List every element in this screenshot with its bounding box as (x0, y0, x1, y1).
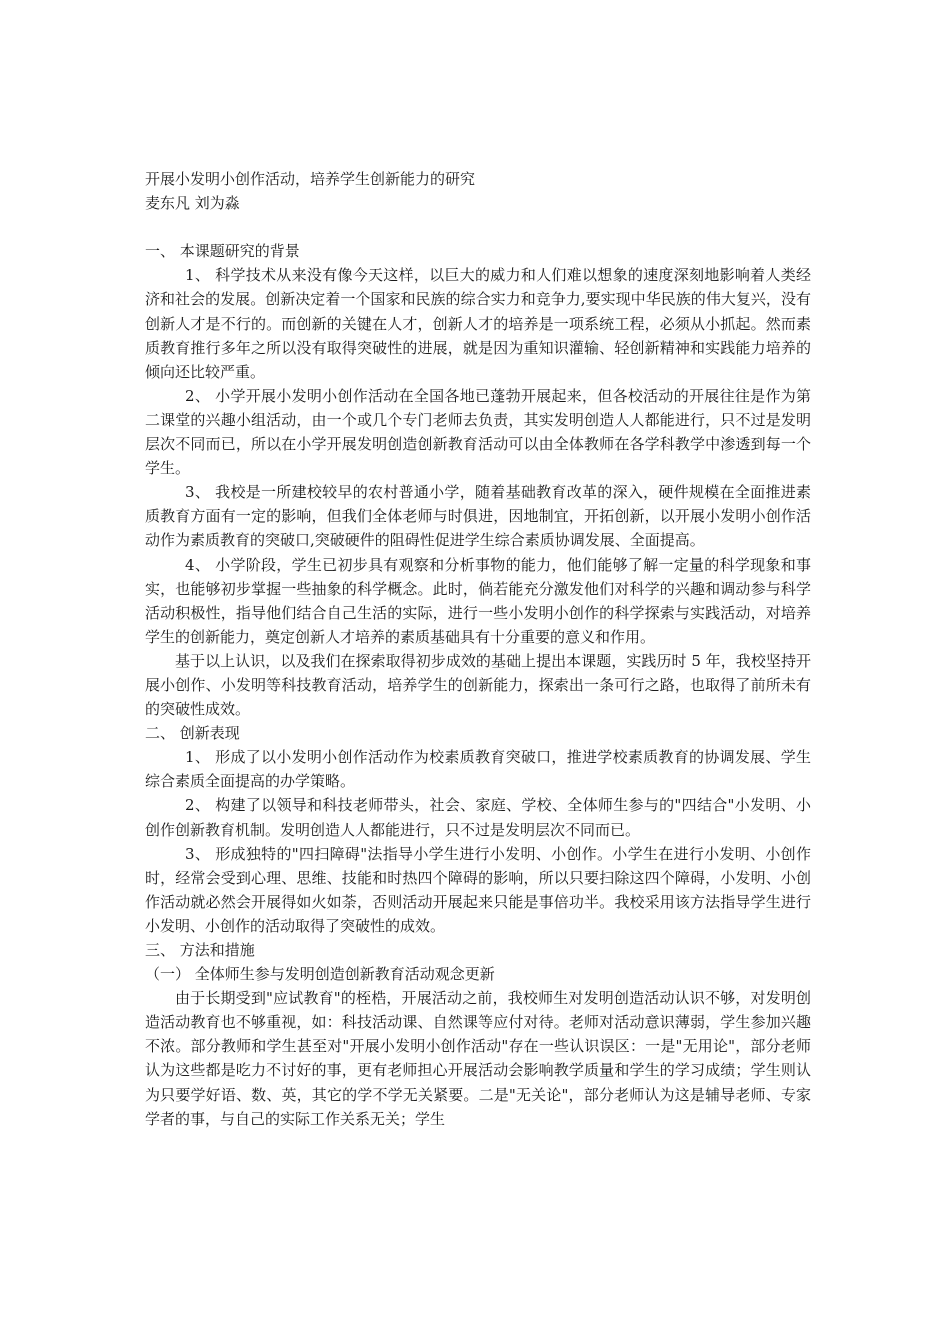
section-heading-innovation: 二、 创新表现 (145, 724, 240, 743)
paragraph: 2、 构建了以领导和科技老师带头，社会、家庭、学校、全体师生参与的"四结合"小发明、小创作创新教育机制。发明创造人人都能进行，只不过是发明层次不同而已。 (145, 796, 811, 839)
paragraph: 3、 我校是一所建校较早的农村普通小学，随着基础教育改革的深入，硬件规模在全面推进素质教育方面有一定的影响，但我们全体老师与时俱进，因地制宜，开拓创新，以开展小发明小创作活动作为素质教育的突破口,突破硬件的阻碍性促进学生综合素质协调发展、全面提高。 (145, 483, 811, 550)
paragraph: 基于以上认识，以及我们在探索取得初步成效的基础上提出本课题，实践历时 5 年，我校坚持开展小创作、小发明等科技教育活动，培养学生的创新能力，探索出一条可行之路，也取得了前所未有的突破性成效。 (145, 651, 811, 719)
document-page (145, 167, 811, 1131)
section-heading-methods: 三、 方法和措施 (145, 941, 255, 959)
paragraph: 3、 形成独特的"四扫障碍"法指导小学生进行小发明、小创作。小学生在进行小发明、小创作时，经常会受到心理、思维、技能和时热四个障碍的影响，所以只要扫除这四个障碍，小发明、小创作活动就必然会开展得如火如荼，否则活动开展起来只能是事倍功半。我校采用该方法指导学生进行小发明、小创作的活动取得了突破性的成效。 (145, 844, 811, 935)
blank-line (145, 215, 811, 239)
paragraph: 2、 小学开展小发明小创作活动在全国各地已蓬勃开展起来，但各校活动的开展往往是作为第二课堂的兴趣小组活动，由一个或几个专门老师去负责，其实发明创造人人都能进行，只不过是发明层次不同而已，所以在小学开展发明创造创新教育活动可以由全体教师在各学科教学中渗透到每一个学生。 (145, 386, 811, 478)
document-authors: 麦东凡 刘为淼 (145, 194, 240, 213)
paragraph: 由于长期受到"应试教育"的桎梏，开展活动之前，我校师生对发明创造活动认识不够，对发明创造活动教育也不够重视，如：科技活动课、自然课等应付对待。老师对活动意识薄弱，学生参加兴趣不浓。部分教师和学生甚至对"开展小发明小创作活动"存在一些认识误区：一是"无用论"，部分老师认为这些都是吃力不讨好的事，更有老师担心开展活动会影响教学质量和学生的学习成绩；学生则认为只要学好语、数、英，其它的学不学无关紧要。二是"无关论"，部分老师认为这是辅导老师、专家学者的事，与自己的实际工作关系无关；学生 (145, 989, 811, 1128)
subsection-heading: （一） 全体师生参与发明创造创新教育活动观念更新 (145, 965, 495, 984)
section-heading-background: 一、 本课题研究的背景 (145, 242, 300, 261)
document-title: 开展小发明小创作活动，培养学生创新能力的研究 (145, 170, 476, 188)
paragraph: 4、 小学阶段，学生已初步具有观察和分析事物的能力，他们能够了解一定量的科学现象和事实，也能够初步掌握一些抽象的科学概念。此时，倘若能充分激发他们对科学的兴趣和调动参与科学活动积极性，指导他们结合自己生活的实际，进行一些小发明小创作的科学探索与实践活动，对培养学生的创新能力，奠定创新人才培养的素质基础具有十分重要的意义和作用。 (145, 555, 811, 646)
paragraph: 1、 形成了以小发明小创作活动作为校素质教育突破口，推进学校素质教育的协调发展、学生综合素质全面提高的办学策略。 (145, 748, 811, 791)
paragraph: 1、 科学技术从来没有像今天这样，以巨大的威力和人们难以想象的速度深刻地影响着人类经济和社会的发展。创新决定着一个国家和民族的综合实力和竞争力,要实现中华民族的伟大复兴，没有创新人才是不行的。而创新的关键在人才，创新人才的培养是一项系统工程，必须从小抓起。然而素质教育推行多年之所以没有取得突破性的进展，就是因为重知识灌输、轻创新精神和实践能力培养的倾向还比较严重。 (145, 266, 811, 381)
